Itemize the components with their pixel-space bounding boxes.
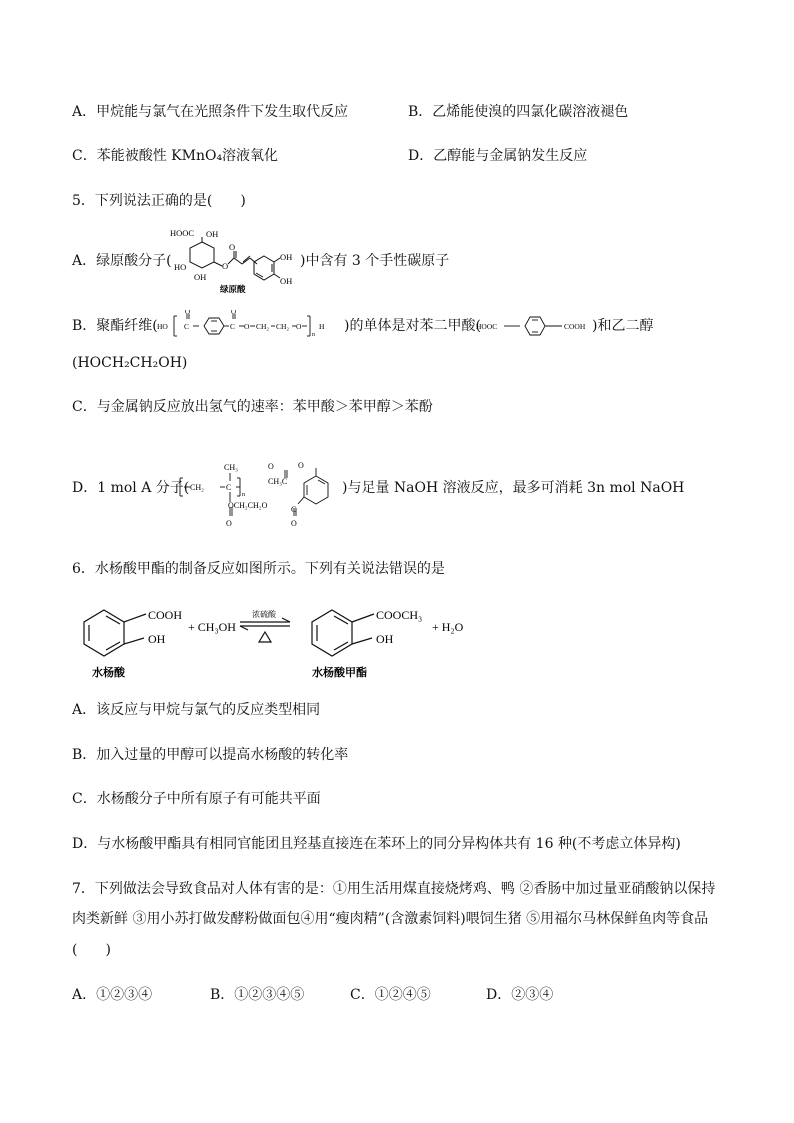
salicylate-reaction-scheme <box>72 596 492 682</box>
water-label: + H₂O <box>432 620 464 634</box>
polyester-o1: O <box>185 310 191 316</box>
polymer-ch3c: CH₃C <box>268 477 288 486</box>
q7-option-c: C．①②④⑤ <box>350 987 431 1003</box>
chlorogenic-ho: HO <box>174 262 187 272</box>
q5-stem: 5．下列说法正确的是( ) <box>72 193 246 209</box>
q5-option-d-suffix: )与足量 NaOH 溶液反应，最多可消耗 3n mol NaOH <box>342 480 685 496</box>
q5-option-b-line2: (HOCH₂CH₂OH) <box>72 355 188 371</box>
chlorogenic-carbonyl-o: O <box>229 242 236 252</box>
q7-option-d: D．②③④ <box>486 987 554 1003</box>
chlorogenic-label: 绿原酸 <box>220 284 246 294</box>
chlorogenic-acid-structure <box>168 226 304 296</box>
product-oh: OH <box>376 632 394 646</box>
polymer-n: n <box>242 492 245 498</box>
chlorogenic-oh4: OH <box>280 276 293 286</box>
q7-stem-line3: ( ) <box>72 942 111 958</box>
q4-option-d: D．乙醇能与金属钠发生反应 <box>408 148 588 164</box>
reactant-name: 水杨酸 <box>92 667 125 679</box>
terephthalic-acid-structure <box>476 310 596 342</box>
polymer-o-ester: O <box>298 461 304 470</box>
q4-option-c: C．苯能被酸性 KMnO₄溶液氧化 <box>72 148 279 164</box>
polyester-h: H <box>319 322 325 331</box>
q6-option-b: B．加入过量的甲醇可以提高水杨酸的转化率 <box>72 747 349 763</box>
polymer-ch3: CH₃ <box>224 463 238 472</box>
polymer-ch2: CH₂ <box>190 483 204 492</box>
chlorogenic-oh1: OH <box>206 229 219 239</box>
polyester-n: n <box>312 332 315 338</box>
polymer-o-left: O <box>226 519 232 528</box>
q7-stem-line2: 肉类新鲜 ③用小苏打做发酵粉做面包④用“瘦肉精”(含激素饲料)喂饲生猪 ⑤用福尔马林保鲜鱼肉等食品 <box>72 911 709 927</box>
q5-option-a-suffix: )中含有 3 个手性碳原子 <box>300 253 450 269</box>
terephthalic-cooh: COOH <box>564 322 586 331</box>
salicylic-cooh: COOH <box>148 608 183 622</box>
polymer-och2ch2o: OCH₂CH₂O <box>228 501 268 510</box>
chlorogenic-oh2: OH <box>194 272 207 282</box>
q7-option-a: A．①②③④ <box>72 987 153 1003</box>
q7-stem-line1: 7．下列做法会导致食品对人体有害的是：①用生活用煤直接烧烤鸡、鸭 ②香肠中加过量亚硝酸钠以保持 <box>72 881 716 897</box>
q6-option-c: C．水杨酸分子中所有原子有可能共平面 <box>72 791 321 807</box>
polyester-structure <box>157 310 345 342</box>
methanol-label: + CH₃OH <box>188 620 236 634</box>
catalyst-label: 浓硫酸 <box>252 610 276 619</box>
polyester-c2: C <box>230 322 236 331</box>
polymer-o-top: O <box>268 462 274 471</box>
q4-option-b: B．乙烯能使溴的四氯化碳溶液褪色 <box>408 104 629 120</box>
polyester-c1: C <box>184 322 190 331</box>
polymer-c2: C <box>291 505 297 514</box>
polyester-o4: O <box>296 322 302 331</box>
chlorogenic-oh3: OH <box>280 252 293 262</box>
product-cooch3: COOCH₃ <box>376 608 423 622</box>
polymer-a-structure <box>176 452 346 532</box>
terephthalic-hooc: HOOC <box>476 322 498 331</box>
polyester-ho: HO <box>157 322 168 331</box>
q5-option-b-suffix: )和乙二醇 <box>592 318 654 334</box>
q6-stem: 6．水杨酸甲酯的制备反应如图所示。下列有关说法错误的是 <box>72 561 445 577</box>
q6-option-a: A．该反应与甲烷与氯气的反应类型相同 <box>72 702 321 718</box>
q5-option-b-prefix: B．聚酯纤维( <box>72 318 158 334</box>
polyester-ch2b: CH₂ <box>276 322 290 331</box>
q7-option-b: B．①②③④⑤ <box>210 987 305 1003</box>
polyester-o2: O <box>231 310 237 316</box>
polymer-c: C <box>226 483 232 492</box>
q5-option-a-prefix: A．绿原酸分子( <box>72 253 172 269</box>
polymer-o-bottom: O <box>291 519 297 528</box>
q4-option-a: A．甲烷能与氯气在光照条件下发生取代反应 <box>72 104 349 120</box>
salicylic-oh: OH <box>148 632 166 646</box>
chlorogenic-hooc: HOOC <box>170 228 195 238</box>
q5-option-c: C．与金属钠反应放出氢气的速率：苯甲酸＞苯甲醇＞苯酚 <box>72 399 433 415</box>
polyester-o3: O <box>244 322 250 331</box>
q5-option-b-mid: )的单体是对苯二甲酸( <box>344 318 481 334</box>
polyester-ch2a: CH₂ <box>256 322 270 331</box>
product-name: 水杨酸甲酯 <box>312 667 367 679</box>
chlorogenic-o: O <box>222 261 229 271</box>
q6-option-d: D．与水杨酸甲酯具有相同官能团且羟基直接连在苯环上的同分异构体共有 16 种(不考虑立体异构) <box>72 836 681 852</box>
q5-option-d-prefix: D．1 mol A 分子( <box>72 480 190 496</box>
